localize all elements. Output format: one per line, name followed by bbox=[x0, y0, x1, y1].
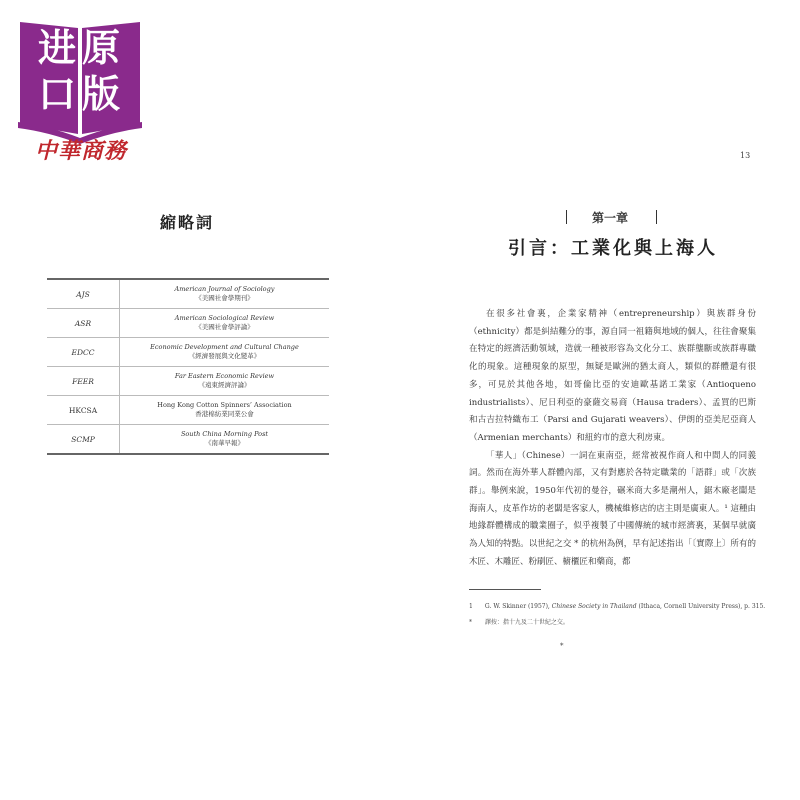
footnote-rule bbox=[469, 589, 541, 590]
footnote-2-text: 譯按：指十九及二十世紀之交。 bbox=[484, 619, 569, 626]
chapter-title: 引言：工業化與上海人 bbox=[508, 238, 718, 259]
abbreviation-english: Far Eastern Economic Review bbox=[174, 372, 275, 380]
page-number: 13 bbox=[740, 151, 751, 160]
abbreviation-row bbox=[47, 279, 329, 309]
abbreviation-chinese: 《南華早報》 bbox=[205, 439, 244, 447]
open-book-icon bbox=[16, 14, 144, 144]
abbreviation-row bbox=[47, 396, 329, 425]
abbreviation-english: American Sociological Review bbox=[174, 314, 275, 322]
abbreviation-key: FEER bbox=[47, 367, 120, 396]
abbreviation-english: American Journal of Sociology bbox=[174, 285, 275, 293]
chapter-label: 第一章 bbox=[591, 211, 628, 225]
chapter-bar-right bbox=[656, 210, 657, 224]
footnote-1-title: Chinese Society in Thailand bbox=[551, 603, 637, 610]
badge-char-3: 口 bbox=[38, 72, 77, 116]
abbreviation-english: Economic Development and Cultural Change bbox=[150, 343, 299, 351]
badge-char-4: 版 bbox=[82, 72, 121, 116]
abbreviation-key: HKCSA bbox=[47, 396, 120, 425]
abbreviation-chinese: 《遠東經濟評論》 bbox=[198, 381, 251, 389]
badge-char-1: 进 bbox=[38, 26, 77, 70]
abbreviation-chinese: 香港棉紡業同業公會 bbox=[195, 410, 254, 418]
abbreviation-chinese: 《美國社會學評論》 bbox=[195, 323, 254, 331]
abbreviations-table bbox=[47, 278, 329, 455]
abbreviation-row bbox=[47, 309, 329, 338]
abbreviation-key: AJS bbox=[47, 279, 120, 309]
abbreviation-chinese: 《經濟發展與文化變革》 bbox=[188, 352, 261, 360]
abbreviation-key: ASR bbox=[47, 309, 120, 338]
abbreviation-value bbox=[120, 367, 330, 396]
abbreviation-value bbox=[120, 338, 330, 367]
paragraph-2: 「華人」（Chinese）一詞在東南亞，經常被視作商人和中間人的同義詞。然而在海外華人群體內部，又有對應於各特定職業的「語群」或「次族群」。舉例來說，1950年代初的曼谷，碾米商大多是潮州人，鋸木廠老闆是海南人，皮革作坊的老闆是客家人，機械維修店的店主則是廣東人。¹ 這種由地緣群體構成的職業圈子，似乎複製了中國傳統的城市經濟裏，某個早就廣為人知的特點。以世紀之交 * 的杭州為例，早有記述指出「〔實際上〕所有的木匠、木雕匠、粉刷匠、櫥櫃匠和藥商，都 bbox=[469, 450, 756, 567]
abbreviation-value bbox=[120, 279, 330, 309]
badge-char-2: 原 bbox=[82, 26, 121, 70]
abbreviation-value bbox=[120, 396, 330, 425]
publisher-logo: 中華商務 bbox=[34, 138, 127, 164]
abbreviation-row bbox=[47, 425, 329, 455]
abbreviation-value bbox=[120, 309, 330, 338]
footnote-2 bbox=[469, 617, 569, 626]
footnote-2-marker: * bbox=[469, 619, 472, 626]
original-import-badge bbox=[16, 14, 144, 164]
bottom-mark: * bbox=[560, 642, 564, 650]
paragraph-1: 在很多社會裏，企業家精神（entrepreneurship）與族群身份（ethnicity）都是糾結難分的事，源自同一祖籍與地域的個人，往往會聚集在特定的經濟活動領域，造就一種被形容為文化分工、族群壟斷或族群專職化的現象。這種現象的原型，無疑是歐洲的猶太商人，類似的群體還有很多，可見於其他各地，如哥倫比亞的安迪歐基諾工業家（Antioqueno industrialists）、尼日利亞的豪薩交易商（Hausa traders）、孟買的巴斯和古吉拉特織布工（Parsi and Gujarati weavers）、伊朗的亞美尼亞商人（Armenian merchants）和紐約市的意大利房東。 bbox=[469, 309, 756, 443]
abbreviation-row bbox=[47, 367, 329, 396]
abbreviation-chinese: 《美國社會學期刊》 bbox=[195, 294, 254, 302]
footnote-1-number: 1 bbox=[469, 603, 473, 610]
abbreviation-english: South China Morning Post bbox=[180, 430, 269, 438]
body-text bbox=[469, 306, 756, 572]
footnote-1-author: G. W. Skinner (1957), bbox=[484, 603, 550, 610]
footnote-1 bbox=[469, 603, 765, 610]
abbreviation-key: EDCC bbox=[47, 338, 120, 367]
abbreviation-value bbox=[120, 425, 330, 455]
footnote-1-rest: (Ithaca, Cornell University Press), p. 315. bbox=[638, 603, 766, 610]
abbreviation-key: SCMP bbox=[47, 425, 120, 455]
abbreviation-row bbox=[47, 338, 329, 367]
abbreviation-english: Hong Kong Cotton Spinners’ Association bbox=[157, 401, 292, 409]
abbreviations-heading: 縮略詞 bbox=[160, 213, 215, 232]
